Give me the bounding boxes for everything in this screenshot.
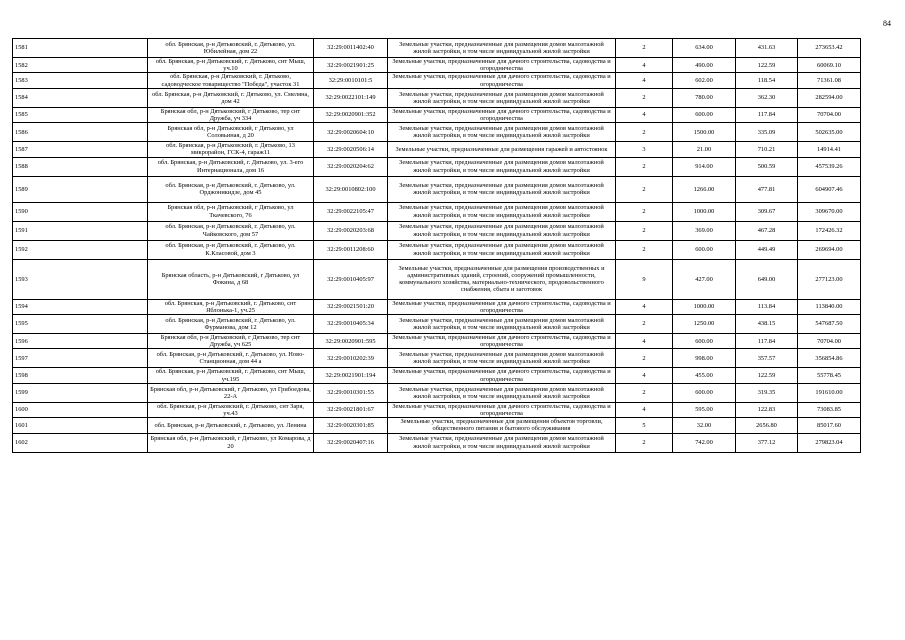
table-row	[13, 157, 861, 176]
group-cell: 3	[616, 142, 673, 157]
area-cell: 600.00	[673, 334, 736, 349]
row-number: 1587	[13, 142, 148, 157]
cadastral-value-cell: 14914.41	[798, 142, 861, 157]
cadastral-number-cell: 32:29:0020901:595	[314, 334, 388, 349]
cadastral-value-cell: 279823.04	[798, 433, 861, 452]
address-cell: обл. Брянская, р-н Дятьковский, г. Дятьково, снт Заря, уч.43	[148, 402, 314, 417]
cadastral-number-cell: 32:29:0020506:14	[314, 142, 388, 157]
cadastral-number-cell: 32:29:0010101:5	[314, 73, 388, 88]
address-cell: обл. Брянская, р-н Дятьковский, г. Дятьково, снт Яблонька-1, уч.25	[148, 299, 314, 314]
cadastral-number-cell: 32:29:0011208:60	[314, 240, 388, 259]
cadastral-number-cell: 32:29:0010405:34	[314, 315, 388, 334]
row-number: 1601	[13, 418, 148, 433]
cadastral-number-cell: 32:29:0020204:62	[314, 157, 388, 176]
row-number: 1593	[13, 259, 148, 299]
specific-value-cell: 122.59	[736, 368, 798, 383]
land-use-cell: Земельные участки, предназначенные для размещения домов малоэтажной жилой застройки, в том числе индивидуальной жилой застройки	[388, 39, 616, 58]
row-number: 1581	[13, 39, 148, 58]
cadastral-number-cell: 32:29:0020901:352	[314, 107, 388, 122]
land-use-cell: Земельные участки, предназначенные для размещения домов малоэтажной жилой застройки, в том числе индивидуальной жилой застройки	[388, 157, 616, 176]
land-use-cell: Земельные участки, предназначенные для дачного строительства, садоводства и огородничества	[388, 402, 616, 417]
row-number: 1594	[13, 299, 148, 314]
specific-value-cell: 309.67	[736, 202, 798, 221]
cadastral-value-cell: 70704.00	[798, 334, 861, 349]
area-cell: 998.00	[673, 349, 736, 368]
cadastral-number-cell: 32:29:0022101:149	[314, 88, 388, 107]
table-row	[13, 142, 861, 157]
row-number: 1588	[13, 157, 148, 176]
land-use-cell: Земельные участки, предназначенные для дачного строительства, садоводства и огородничества	[388, 368, 616, 383]
specific-value-cell: 2656.80	[736, 418, 798, 433]
row-number: 1586	[13, 123, 148, 142]
address-cell: обл. Брянская, р-н Дятьковский, г. Дятьково, ул. Смеляна, дом 42	[148, 88, 314, 107]
area-cell: 595.00	[673, 402, 736, 417]
table-row	[13, 315, 861, 334]
row-number: 1597	[13, 349, 148, 368]
group-cell: 4	[616, 334, 673, 349]
land-use-cell: Земельные участки, предназначенные для размещения домов малоэтажной жилой застройки, в том числе индивидуальной жилой застройки	[388, 240, 616, 259]
table-row	[13, 418, 861, 433]
cadastral-value-cell: 71361.08	[798, 73, 861, 88]
address-cell: обл. Брянская, р-н Дятьковский, г. Дятьково, снт Мыш, уч.10	[148, 58, 314, 73]
cadastral-value-cell: 70704.00	[798, 107, 861, 122]
land-use-cell: Земельные участки, предназначенные для размещения домов малоэтажной жилой застройки, в том числе индивидуальной жилой застройки	[388, 315, 616, 334]
land-use-cell: Земельные участки, предназначенные для дачного строительства, садоводства и огородничества	[388, 73, 616, 88]
land-use-cell: Земельные участки, предназначенные для дачного строительства, садоводства и огородничества	[388, 58, 616, 73]
address-cell: обл. Брянская, р-н Дятьковский, г. Дятьково, ул. Чайковского, дом 57	[148, 221, 314, 240]
specific-value-cell: 113.84	[736, 299, 798, 314]
row-number: 1592	[13, 240, 148, 259]
group-cell: 4	[616, 402, 673, 417]
address-cell: Брянская область, р-н Дятьковский, г Дятьково, ул Фокина, д 68	[148, 259, 314, 299]
area-cell: 600.00	[673, 240, 736, 259]
cadastral-number-cell: 32:29:0020604:10	[314, 123, 388, 142]
land-use-cell: Земельные участки, предназначенные для размещения домов малоэтажной жилой застройки, в том числе индивидуальной жилой застройки	[388, 221, 616, 240]
cadastral-number-cell: 32:29:0021501:20	[314, 299, 388, 314]
area-cell: 1500.00	[673, 123, 736, 142]
group-cell: 2	[616, 349, 673, 368]
table-row	[13, 334, 861, 349]
cadastral-value-table	[12, 38, 861, 453]
address-cell: обл. Брянская, р-н Дятьковский, г. Дятьково, садоводческое товарищество "Победа", участок 31	[148, 73, 314, 88]
cadastral-number-cell: 32:29:0020203:68	[314, 221, 388, 240]
land-use-cell: Земельные участки, предназначенные для размещения домов малоэтажной жилой застройки, в том числе индивидуальной жилой застройки	[388, 349, 616, 368]
address-cell: Брянская обл, р-н Дятьковский, г Дятьково, ул Соловьиная, д 20	[148, 123, 314, 142]
specific-value-cell: 431.63	[736, 39, 798, 58]
area-cell: 427.00	[673, 259, 736, 299]
cadastral-value-cell: 457539.26	[798, 157, 861, 176]
table-row	[13, 402, 861, 417]
area-cell: 600.00	[673, 383, 736, 402]
table-row	[13, 433, 861, 452]
address-cell: обл. Брянская, р-н Дятьковский, г. Дятьково, ул. К.Класовой, дом 3	[148, 240, 314, 259]
group-cell: 2	[616, 315, 673, 334]
cadastral-number-cell: 32:29:0010405:97	[314, 259, 388, 299]
area-cell: 602.00	[673, 73, 736, 88]
area-cell: 490.00	[673, 58, 736, 73]
land-use-cell: Земельные участки, предназначенные для размещения домов малоэтажной жилой застройки, в том числе индивидуальной жилой застройки	[388, 88, 616, 107]
specific-value-cell: 500.59	[736, 157, 798, 176]
area-cell: 600.00	[673, 107, 736, 122]
address-cell: Брянская обл, р-н Дятьковский, г Дятьково, ул Грибоедова, 22-А	[148, 383, 314, 402]
cadastral-value-cell: 73083.85	[798, 402, 861, 417]
row-number: 1590	[13, 202, 148, 221]
group-cell: 2	[616, 157, 673, 176]
specific-value-cell: 449.49	[736, 240, 798, 259]
address-cell: обл. Брянская, р-н Дятьковский, г. Дятьково, ул. Ново-Станционная, дом 44 а	[148, 349, 314, 368]
area-cell: 1250.00	[673, 315, 736, 334]
cadastral-value-cell: 604907.46	[798, 176, 861, 202]
address-cell: обл. Брянская, р-н Дятьковский, г. Дятьково, ул. 3-его Интернационала, дом 16	[148, 157, 314, 176]
row-number: 1584	[13, 88, 148, 107]
row-number: 1600	[13, 402, 148, 417]
cadastral-number-cell: 32:29:0021901:25	[314, 58, 388, 73]
cadastral-value-cell: 85017.60	[798, 418, 861, 433]
cadastral-value-cell: 269694.00	[798, 240, 861, 259]
cadastral-value-cell: 282594.00	[798, 88, 861, 107]
cadastral-number-cell: 32:29:0021801:67	[314, 402, 388, 417]
group-cell: 2	[616, 240, 673, 259]
row-number: 1591	[13, 221, 148, 240]
table-row	[13, 202, 861, 221]
cadastral-value-cell: 55778.45	[798, 368, 861, 383]
row-number: 1599	[13, 383, 148, 402]
group-cell: 2	[616, 176, 673, 202]
table-row	[13, 58, 861, 73]
specific-value-cell: 335.09	[736, 123, 798, 142]
address-cell: обл. Брянская, р-н Дятьковский, г. Дятьково, ул. Фурманова, дом 12	[148, 315, 314, 334]
group-cell: 4	[616, 58, 673, 73]
group-cell: 4	[616, 107, 673, 122]
cadastral-number-cell: 32:29:0021901:194	[314, 368, 388, 383]
land-use-cell: Земельные участки, предназначенные для размещения объектов торговли, общественного питания и бытового обслуживания	[388, 418, 616, 433]
group-cell: 2	[616, 221, 673, 240]
table-body	[13, 39, 861, 453]
specific-value-cell: 467.28	[736, 221, 798, 240]
cadastral-value-cell: 60069.10	[798, 58, 861, 73]
table-row	[13, 88, 861, 107]
cadastral-number-cell: 32:29:0011402:40	[314, 39, 388, 58]
specific-value-cell: 377.12	[736, 433, 798, 452]
cadastral-value-cell: 172426.32	[798, 221, 861, 240]
row-number: 1602	[13, 433, 148, 452]
address-cell: Брянская обл, р-н Дятьковский, г Дятьково, ул Комарова, д 20	[148, 433, 314, 452]
group-cell: 2	[616, 383, 673, 402]
specific-value-cell: 362.30	[736, 88, 798, 107]
land-use-cell: Земельные участки, предназначенные для дачного строительства, садоводства и огородничества	[388, 107, 616, 122]
cadastral-number-cell: 32:29:0022105:47	[314, 202, 388, 221]
group-cell: 2	[616, 88, 673, 107]
cadastral-number-cell: 32:29:0010202:39	[314, 349, 388, 368]
page-number: 84	[883, 19, 891, 28]
table-row	[13, 123, 861, 142]
land-use-cell: Земельные участки, предназначенные для размещения производственных и административных зданий, строений, сооружений промышленности, коммунального хозяйства, материально-технического, продовольственного снабжения, сбыта и заготовок	[388, 259, 616, 299]
area-cell: 780.00	[673, 88, 736, 107]
cadastral-value-cell: 547687.50	[798, 315, 861, 334]
specific-value-cell: 438.15	[736, 315, 798, 334]
specific-value-cell: 122.59	[736, 58, 798, 73]
cadastral-value-cell: 277123.00	[798, 259, 861, 299]
land-use-cell: Земельные участки, предназначенные для дачного строительства, садоводства и огородничества	[388, 334, 616, 349]
cadastral-value-cell: 356854.86	[798, 349, 861, 368]
group-cell: 2	[616, 202, 673, 221]
table-row	[13, 176, 861, 202]
table-row	[13, 240, 861, 259]
table-row	[13, 383, 861, 402]
specific-value-cell: 357.57	[736, 349, 798, 368]
cadastral-number-cell: 32:29:0010301:55	[314, 383, 388, 402]
specific-value-cell: 477.81	[736, 176, 798, 202]
row-number: 1583	[13, 73, 148, 88]
group-cell: 9	[616, 259, 673, 299]
table-row	[13, 368, 861, 383]
cadastral-value-cell: 502635.00	[798, 123, 861, 142]
address-cell: Брянская обл, р-н Дятьковский, г Дятьково, тер снт Дружба, уч 625	[148, 334, 314, 349]
group-cell: 4	[616, 368, 673, 383]
land-use-cell: Земельные участки, предназначенные для размещения домов малоэтажной жилой застройки, в том числе индивидуальной жилой застройки	[388, 433, 616, 452]
land-use-cell: Земельные участки, предназначенные для размещения домов малоэтажной жилой застройки, в том числе индивидуальной жилой застройки	[388, 383, 616, 402]
row-number: 1582	[13, 58, 148, 73]
address-cell: обл. Брянская, р-н Дятьковский, г. Дятьково, снт Мыш, уч.195	[148, 368, 314, 383]
area-cell: 1000.00	[673, 202, 736, 221]
table-row	[13, 221, 861, 240]
land-use-cell: Земельные участки, предназначенные для размещения гаражей и автостоянок	[388, 142, 616, 157]
area-cell: 32.00	[673, 418, 736, 433]
cadastral-value-cell: 309670.00	[798, 202, 861, 221]
group-cell: 4	[616, 299, 673, 314]
area-cell: 369.00	[673, 221, 736, 240]
address-cell: Брянская обл, р-н Дятьковский, г Дятьково, тер снт Дружба, уч 334	[148, 107, 314, 122]
row-number: 1589	[13, 176, 148, 202]
area-cell: 914.00	[673, 157, 736, 176]
specific-value-cell: 649.00	[736, 259, 798, 299]
row-number: 1585	[13, 107, 148, 122]
address-cell: Брянская обл, р-н Дятьковский, г Дятьково, ул Ткачевского, 76	[148, 202, 314, 221]
table-row	[13, 39, 861, 58]
row-number: 1595	[13, 315, 148, 334]
land-use-cell: Земельные участки, предназначенные для размещения домов малоэтажной жилой застройки, в том числе индивидуальной жилой застройки	[388, 202, 616, 221]
specific-value-cell: 122.83	[736, 402, 798, 417]
cadastral-value-cell: 273653.42	[798, 39, 861, 58]
group-cell: 5	[616, 418, 673, 433]
specific-value-cell: 117.84	[736, 334, 798, 349]
address-cell: обл. Брянская, р-н Дятьковский, г. Дятьково, ул. Юбилейная, дом 22	[148, 39, 314, 58]
table-row	[13, 259, 861, 299]
group-cell: 2	[616, 123, 673, 142]
area-cell: 1000.00	[673, 299, 736, 314]
table-row	[13, 73, 861, 88]
land-use-cell: Земельные участки, предназначенные для дачного строительства, садоводства и огородничества	[388, 299, 616, 314]
area-cell: 634.00	[673, 39, 736, 58]
land-use-cell: Земельные участки, предназначенные для размещения домов малоэтажной жилой застройки, в том числе индивидуальной жилой застройки	[388, 123, 616, 142]
area-cell: 21.00	[673, 142, 736, 157]
cadastral-number-cell: 32:29:0010802:100	[314, 176, 388, 202]
address-cell: обл. Брянская, р-н Дятьковский, г. Дятьково, ул. Ленина	[148, 418, 314, 433]
row-number: 1598	[13, 368, 148, 383]
cadastral-value-cell: 191610.00	[798, 383, 861, 402]
cadastral-number-cell: 32:29:0020407:16	[314, 433, 388, 452]
address-cell: обл. Брянская, р-н Дятьковский, г. Дятьково, ул. Орджоникидзе, дом 45	[148, 176, 314, 202]
land-use-cell: Земельные участки, предназначенные для размещения домов малоэтажной жилой застройки, в том числе индивидуальной жилой застройки	[388, 176, 616, 202]
specific-value-cell: 118.54	[736, 73, 798, 88]
area-cell: 742.00	[673, 433, 736, 452]
table-row	[13, 299, 861, 314]
area-cell: 455.00	[673, 368, 736, 383]
table-row	[13, 107, 861, 122]
group-cell: 2	[616, 39, 673, 58]
cadastral-number-cell: 32:29:0020301:85	[314, 418, 388, 433]
cadastral-value-cell: 113840.00	[798, 299, 861, 314]
specific-value-cell: 710.21	[736, 142, 798, 157]
row-number: 1596	[13, 334, 148, 349]
area-cell: 1266.00	[673, 176, 736, 202]
address-cell: обл. Брянская, р-н Дятьковский, г. Дятьково, 13 микрорайон, ГСК-4, гараж11	[148, 142, 314, 157]
table-row	[13, 349, 861, 368]
specific-value-cell: 117.84	[736, 107, 798, 122]
group-cell: 2	[616, 433, 673, 452]
group-cell: 4	[616, 73, 673, 88]
specific-value-cell: 319.35	[736, 383, 798, 402]
